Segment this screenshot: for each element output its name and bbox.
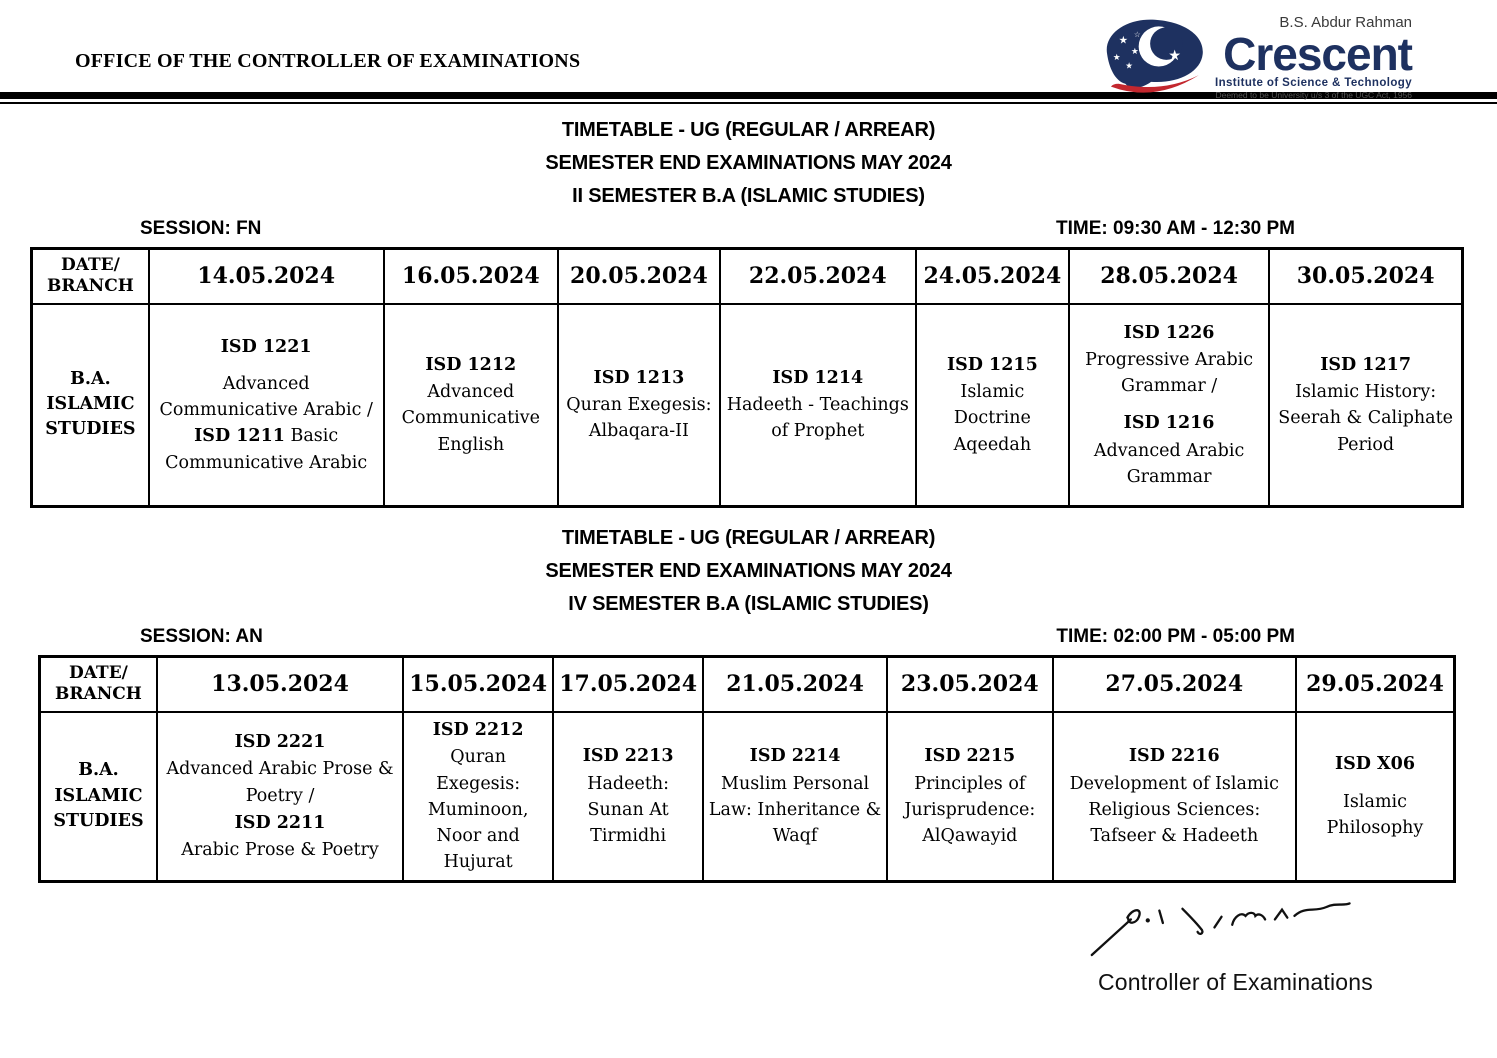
course-cell: ISD 2216 Development of Islamic Religious Sciences: Tafseer & Hadeeth [1053,712,1296,882]
course-cell: ISD 1213 Quran Exegesis: Albaqara-II [558,304,720,507]
session-label: SESSION: AN [140,626,263,647]
svg-text:★: ★ [1125,61,1133,72]
date-header: 23.05.2024 [887,657,1053,712]
course-cell: ISD 1215 Islamic Doctrine Aqeedah [916,304,1069,507]
date-header: 22.05.2024 [720,249,916,304]
course-cell: ISD 1217 Islamic History: Seerah & Caliphate Period [1269,304,1462,507]
date-header: 13.05.2024 [157,657,403,712]
logo-brand: Crescent [1223,27,1412,80]
divider-thin [0,102,1497,104]
date-header: 28.05.2024 [1069,249,1269,304]
time-label: TIME: 02:00 PM - 05:00 PM [1056,626,1295,647]
course-cell: ISD 2212 Quran Exegesis: Muminoon, Noor and Hujurat [403,712,553,882]
date-header: 17.05.2024 [553,657,703,712]
timetable-table [38,655,1456,883]
signature-title: Controller of Examinations [1098,969,1373,995]
crescent-logo-icon [1095,14,1211,100]
course-cell: ISD 2215 Principles of Jurisprudence: AlQawayid [887,712,1053,882]
office-title: OFFICE OF THE CONTROLLER OF EXAMINATIONS [75,50,581,72]
date-header: 30.05.2024 [1269,249,1462,304]
course-cell: ISD 1226 Progressive Arabic Grammar / ISD 1216 Advanced Arabic Grammar [1069,304,1269,507]
logo-tagline: Deemed to be University u/s 3 of the UGC Act, 1956 [1215,90,1412,100]
branch-cell: B.A. ISLAMIC STUDIES [32,304,149,507]
timetable-section-ii-semester [0,114,1497,508]
svg-text:☆: ☆ [1133,29,1141,39]
logo-subtitle: Institute of Science & Technology [1214,76,1412,89]
date-header: 14.05.2024 [149,249,384,304]
session-label: SESSION: FN [140,218,262,239]
section-title-line2: SEMESTER END EXAMINATIONS MAY 2024 [545,152,952,174]
timetable-table [30,247,1464,508]
course-cell: ISD 2214 Muslim Personal Law: Inheritance & Waqf [703,712,887,882]
date-header: 20.05.2024 [558,249,720,304]
course-cell: ISD 2221 Advanced Arabic Prose & Poetry / ISD 2211 Arabic Prose & Poetry [157,712,403,882]
signature-icon [1068,891,1368,971]
time-label: TIME: 09:30 AM - 12:30 PM [1056,218,1295,239]
course-cell: ISD 1214 Hadeeth - Teachings of Prophet [720,304,916,507]
svg-text:★: ★ [1131,47,1139,58]
section-title-line1: TIMETABLE - UG (REGULAR / ARREAR) [561,119,936,141]
date-branch-corner-header: DATE/ BRANCH [32,249,149,304]
date-header: 29.05.2024 [1296,657,1455,712]
section-title-line2: SEMESTER END EXAMINATIONS MAY 2024 [545,560,952,582]
svg-text:★: ★ [1168,47,1182,64]
section-title-line3: IV SEMESTER B.A (ISLAMIC STUDIES) [568,593,929,615]
institute-logo [1095,14,1412,100]
date-header: 27.05.2024 [1053,657,1296,712]
section-title-line1: TIMETABLE - UG (REGULAR / ARREAR) [561,527,936,549]
course-cell: ISD 1212 Advanced Communicative English [384,304,559,507]
timetable-section-iv-semester [0,522,1497,883]
page-header [0,0,1497,100]
section-title-line3: II SEMESTER B.A (ISLAMIC STUDIES) [572,185,925,207]
date-header: 15.05.2024 [403,657,553,712]
svg-text:★: ★ [1112,52,1121,63]
course-cell: ISD X06 Islamic Philosophy [1296,712,1455,882]
date-branch-corner-header: DATE/ BRANCH [40,657,157,712]
course-cell: ISD 1221 Advanced Communicative Arabic / ISD 1211 Basic Communicative Arabic [149,304,384,507]
date-header: 16.05.2024 [384,249,559,304]
signature-area [0,883,1497,1053]
svg-text:★: ★ [1118,34,1129,47]
branch-cell: B.A. ISLAMIC STUDIES [40,712,157,882]
date-header: 21.05.2024 [703,657,887,712]
course-cell: ISD 2213 Hadeeth: Sunan At Tirmidhi [553,712,703,882]
date-header: 24.05.2024 [916,249,1069,304]
logo-pre-title: B.S. Abdur Rahman [1279,13,1412,31]
